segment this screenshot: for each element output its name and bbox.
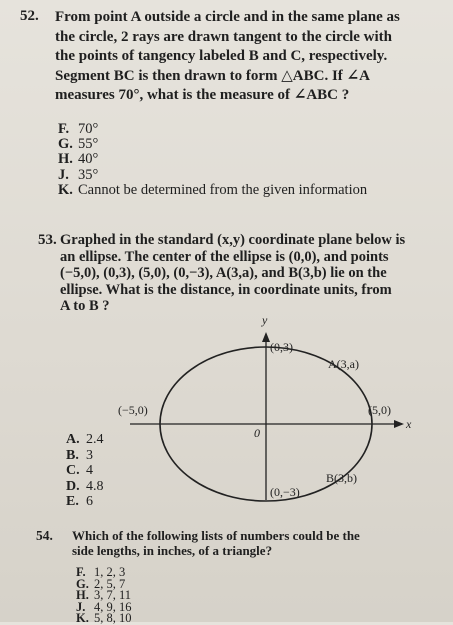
choice-text: 5, 8, 10 [94,611,132,625]
choice-letter: K. [76,611,89,625]
stem-line: A to B ? [60,298,110,315]
y-axis-arrow [262,332,270,342]
stem-line: Which of the following lists of numbers could be the [72,528,360,543]
choice-text: 2, 5, 7 [94,576,126,591]
choice-letter: G. [58,136,73,153]
choice-text: 55° [78,136,99,153]
answer-choice[interactable] [66,494,104,510]
choice-letter: F. [76,565,86,579]
stem-line: ellipse. What is the distance, in coordinate units, from [60,281,392,298]
point-bottom-label: (0,−3) [270,485,300,499]
choice-text: 3 [86,447,93,463]
choice-letter: H. [58,151,73,168]
answer-choice[interactable] [66,448,104,464]
x-axis-arrow [394,420,404,428]
y-axis-label: y [262,313,268,327]
stem-line: Segment BC is then drawn to form △ABC. If ∠A [55,67,370,84]
point-top-label: (0,3) [270,340,293,354]
choice-text: 40° [78,151,99,168]
answer-choice[interactable] [66,479,104,495]
choice-text: 4 [86,463,93,478]
choice-text: Cannot be determined from the given information [78,181,368,198]
stem-line: Graphed in the standard (x,y) coordinate plane below is [60,232,406,248]
question-stem [72,528,422,558]
choice-letter: G. [76,576,89,591]
stem-line: side lengths, in inches, of a triangle? [72,543,273,558]
choice-letter: H. [76,588,89,602]
point-b-label: B(3,b) [326,471,357,485]
x-axis-label: x [406,417,412,431]
answer-choice[interactable] [76,613,132,625]
answer-choice[interactable] [66,432,104,448]
choice-letter: K. [58,181,73,198]
stem-line: an ellipse. The center of the ellipse is (0,0), and points [60,248,389,265]
question-number: 52. [20,8,39,24]
point-a-label: A(3,a) [328,357,359,371]
choice-letter: B. [66,447,79,463]
choice-text: 70° [78,121,99,137]
answer-choice[interactable] [66,463,104,479]
origin-label: 0 [254,426,260,440]
stem-line: measures 70°, what is the measure of ∠ABC ? [55,87,350,103]
choice-text: 3, 7, 11 [94,588,132,602]
stem-line: the points of tangency labeled B and C, respectively. [55,48,388,64]
answer-choices [66,432,104,510]
stem-line: the circle, 2 rays are drawn tangent to the circle with [55,28,393,45]
choice-letter: J. [76,599,86,614]
point-right-label: (5,0) [368,403,391,417]
choice-text: 4, 9, 16 [94,599,132,614]
choice-letter: D. [66,478,80,494]
choice-letter: C. [66,463,80,478]
choice-letter: E. [66,494,79,509]
choice-text: 35° [78,166,99,183]
choice-letter: J. [58,166,69,183]
choice-text: 4.8 [86,478,104,494]
point-left-label: (−5,0) [118,403,148,417]
choice-text: 6 [86,494,93,509]
answer-choices [76,567,132,625]
choice-letter: F. [58,121,70,137]
question-number: 54. [36,528,53,543]
choice-letter: A. [66,432,80,447]
choice-text: 1, 2, 3 [94,565,126,579]
stem-line: From point A outside a circle and in the same plane as [55,9,400,25]
question-number: 53. [38,232,57,248]
choice-text: 2.4 [86,432,104,447]
stem-line: (−5,0), (0,3), (5,0), (0,−3), A(3,a), and B(3,b) lie on the [60,265,387,282]
